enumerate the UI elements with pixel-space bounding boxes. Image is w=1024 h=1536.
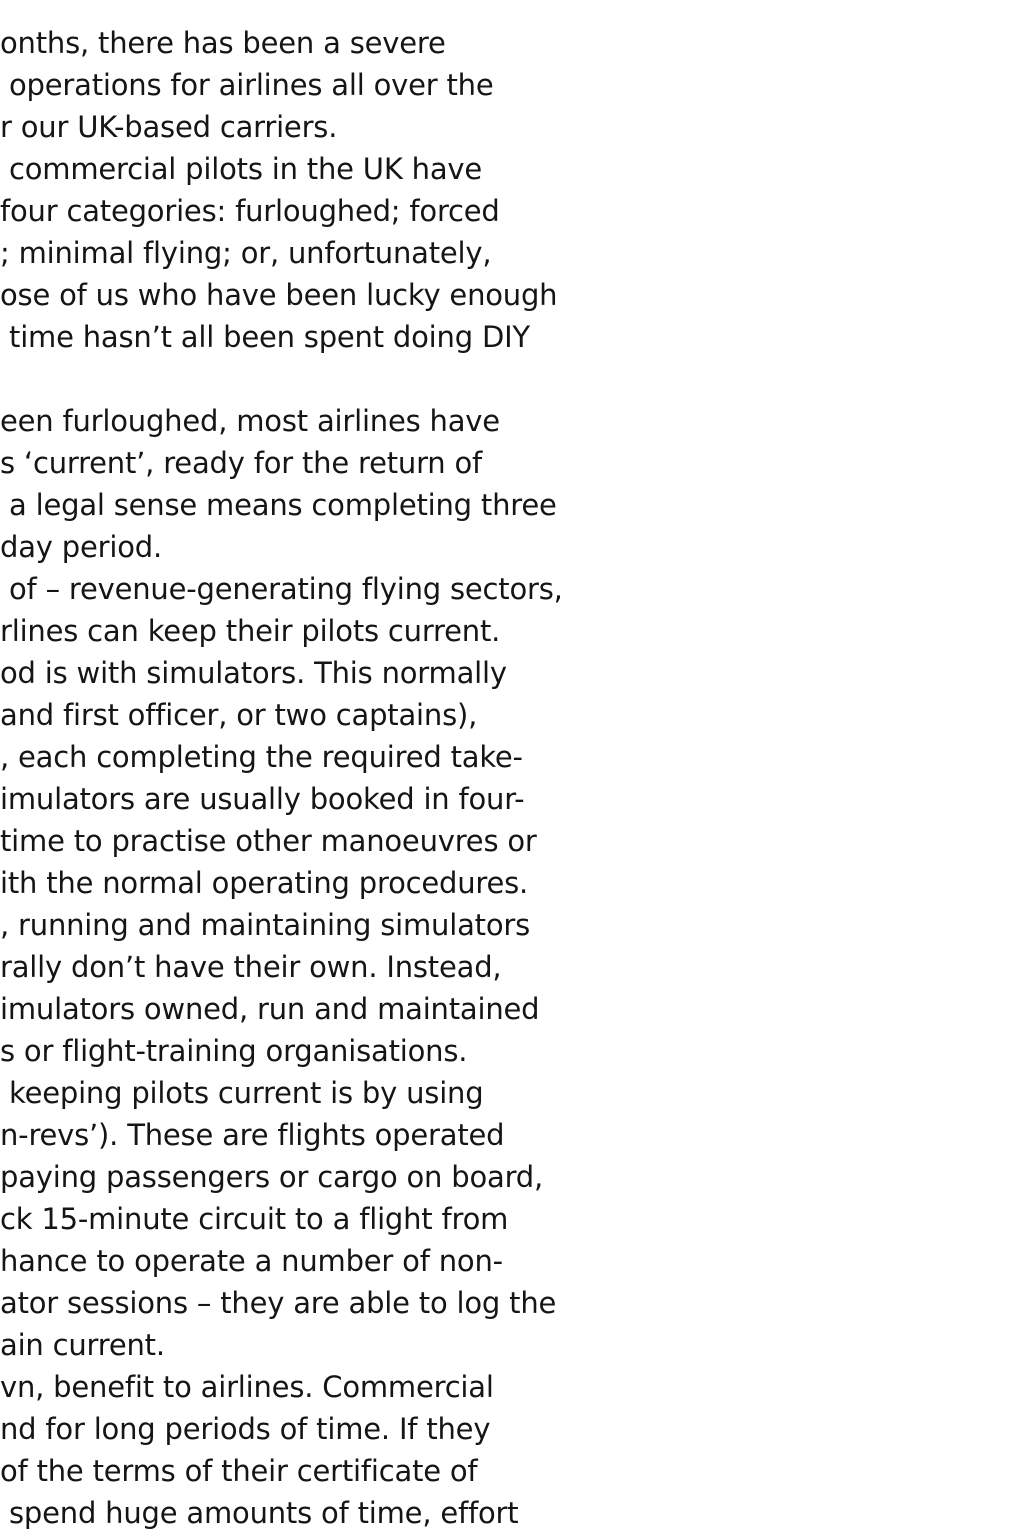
- text-line: ; minimal flying; or, unfortunately,: [0, 236, 492, 270]
- text-line: time hasn’t all been spent doing DIY: [0, 320, 530, 354]
- text-line: ain current.: [0, 1328, 165, 1362]
- text-line: a legal sense means completing three: [0, 488, 557, 522]
- text-line: of – revenue-generating flying sectors,: [0, 572, 563, 606]
- text-line: commercial pilots in the UK have: [0, 152, 483, 186]
- text-line: rally don’t have their own. Instead,: [0, 950, 502, 984]
- text-line: paying passengers or cargo on board,: [0, 1160, 544, 1194]
- text-line: operations for airlines all over the: [0, 68, 494, 102]
- text-line: s ‘current’, ready for the return of: [0, 446, 483, 480]
- text-line: n-revs’). These are flights operated: [0, 1118, 505, 1152]
- text-line: keeping pilots current is by using: [0, 1076, 484, 1110]
- text-line: r our UK-based carriers.: [0, 110, 338, 144]
- text-line: nd for long periods of time. If they: [0, 1412, 491, 1446]
- text-line: , running and maintaining simulators: [0, 908, 531, 942]
- text-line: onths, there has been a severe: [0, 26, 446, 60]
- text-line: time to practise other manoeuvres or: [0, 824, 537, 858]
- text-line: een furloughed, most airlines have: [0, 404, 500, 438]
- text-line: ith the normal operating procedures.: [0, 866, 529, 900]
- text-line: ck 15-minute circuit to a flight from: [0, 1202, 509, 1236]
- article-text: [0, 22, 600, 1534]
- text-line: vn, benefit to airlines. Commercial: [0, 1370, 494, 1404]
- text-line: spend huge amounts of time, effort: [0, 1496, 519, 1530]
- text-line: ator sessions – they are able to log the: [0, 1286, 557, 1320]
- text-line: [0, 358, 600, 400]
- text-line: and first officer, or two captains),: [0, 698, 478, 732]
- text-line: s or flight-training organisations.: [0, 1034, 468, 1068]
- text-line: ose of us who have been lucky enough: [0, 278, 558, 312]
- text-line: day period.: [0, 530, 162, 564]
- text-line: imulators owned, run and maintained: [0, 992, 540, 1026]
- text-line: imulators are usually booked in four-: [0, 782, 525, 816]
- text-line: rlines can keep their pilots current.: [0, 614, 501, 648]
- text-line: hance to operate a number of non-: [0, 1244, 503, 1278]
- text-line: of the terms of their certificate of: [0, 1454, 478, 1488]
- text-line: four categories: furloughed; forced: [0, 194, 500, 228]
- text-line: od is with simulators. This normally: [0, 656, 507, 690]
- text-line: , each completing the required take-: [0, 740, 523, 774]
